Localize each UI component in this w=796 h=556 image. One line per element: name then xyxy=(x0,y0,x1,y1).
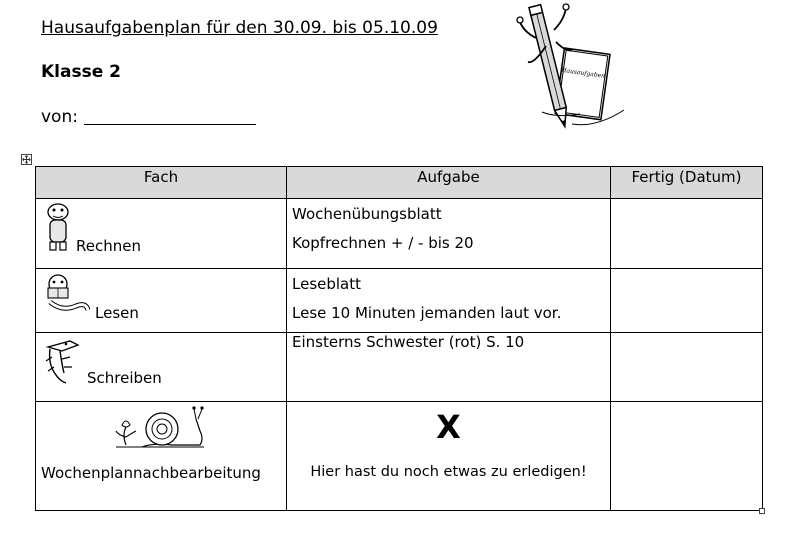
column-header-fach: Fach xyxy=(36,167,287,199)
table-resize-handle[interactable] xyxy=(759,508,765,514)
subject-cell xyxy=(36,199,287,269)
class-label: Klasse 2 xyxy=(41,62,121,82)
dino-icon xyxy=(44,202,72,252)
name-blank-line xyxy=(84,124,256,125)
done-date-cell[interactable] xyxy=(611,402,763,511)
task-item: Wochenübungsblatt xyxy=(292,205,442,223)
table-move-handle-icon[interactable] xyxy=(21,154,32,165)
bookworm-icon xyxy=(42,272,90,316)
task-item: Lese 10 Minuten jemanden laut vor. xyxy=(292,304,562,322)
subject-label: Wochenplannachbearbeitung xyxy=(41,464,261,482)
task-item: Leseblatt xyxy=(292,275,362,293)
task-cell xyxy=(287,269,611,333)
done-date-cell[interactable] xyxy=(611,333,763,402)
from-label: von: xyxy=(41,107,78,127)
table-header-row xyxy=(36,167,763,199)
done-date-cell[interactable] xyxy=(611,199,763,269)
subject-cell xyxy=(36,333,287,402)
snail-icon xyxy=(112,405,208,451)
crocodile-icon xyxy=(42,337,84,387)
task-item: Kopfrechnen + / - bis 20 xyxy=(292,234,474,252)
subject-label: Rechnen xyxy=(76,237,141,255)
subject-cell xyxy=(36,402,287,511)
book-cover-text: Hausaufgaben xyxy=(560,66,606,80)
task-item: Einsterns Schwester (rot) S. 10 xyxy=(292,333,525,351)
task-cell xyxy=(287,333,611,402)
subject-label: Schreiben xyxy=(87,369,162,387)
task-cell xyxy=(287,199,611,269)
subject-cell xyxy=(36,269,287,333)
table-row xyxy=(36,402,763,511)
table-row xyxy=(36,333,763,402)
table-row xyxy=(36,199,763,269)
subject-label: Lesen xyxy=(95,304,139,322)
task-cell xyxy=(287,402,611,511)
page-title: Hausaufgabenplan für den 30.09. bis 05.10.09 xyxy=(41,18,438,38)
column-header-aufgabe: Aufgabe xyxy=(287,167,611,199)
pencil-book-illustration-icon xyxy=(506,2,630,132)
table-row xyxy=(36,269,763,333)
column-header-fertig: Fertig (Datum) xyxy=(611,167,763,199)
homework-table xyxy=(35,166,763,511)
pending-x-mark: X xyxy=(436,408,461,446)
pending-note: Hier hast du noch etwas zu erledigen! xyxy=(310,464,587,480)
done-date-cell[interactable] xyxy=(611,269,763,333)
